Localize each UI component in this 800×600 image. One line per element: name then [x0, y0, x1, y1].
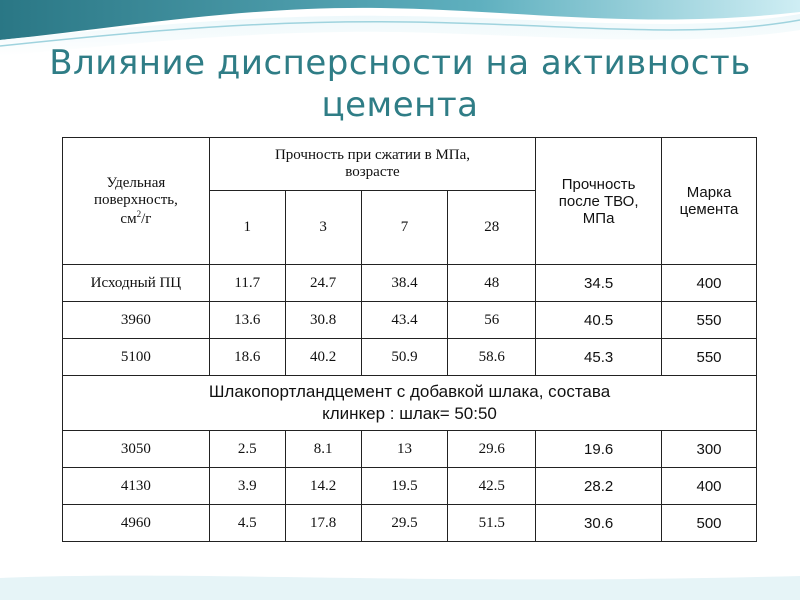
- cell-age-7: 13: [361, 431, 448, 468]
- header-grade-line-2: цемента: [679, 201, 739, 218]
- header-surface-line-2: поверхность,: [93, 191, 178, 208]
- cell-age-28: 29.6: [448, 431, 536, 468]
- unit-base: см: [120, 210, 137, 227]
- slide-title: [0, 42, 800, 126]
- table-row: [63, 431, 757, 468]
- table-row: [63, 468, 757, 505]
- cell-age-3: 40.2: [285, 339, 361, 376]
- slag-cement-group-header: [63, 376, 757, 431]
- cell-tvo: 19.6: [536, 431, 662, 468]
- header-grade-line-1: Марка: [686, 184, 732, 201]
- cell-age-7: 29.5: [361, 505, 448, 542]
- cell-surface: 4960: [63, 505, 210, 542]
- slide-title-line-1: Влияние дисперсности на активность: [49, 43, 751, 83]
- header-surface: [63, 138, 210, 265]
- cell-surface: 4130: [63, 468, 210, 505]
- cell-age-28: 48: [448, 265, 536, 302]
- header-age-28: 28: [448, 191, 536, 265]
- header-age-7: 7: [361, 191, 448, 265]
- table-row: [63, 505, 757, 542]
- header-surface-unit: [120, 208, 152, 227]
- table-row: [63, 265, 757, 302]
- cell-age-28: 51.5: [448, 505, 536, 542]
- cell-age-3: 14.2: [285, 468, 361, 505]
- header-cement-grade: [662, 138, 757, 265]
- unit-exponent: 2: [136, 208, 142, 219]
- cell-grade: 400: [662, 265, 757, 302]
- cell-age-28: 58.6: [448, 339, 536, 376]
- header-tvo-line-2: после ТВО,: [558, 192, 639, 210]
- cement-activity-table: [62, 137, 757, 542]
- group-header-line-1: Шлакопортландцемент с добавкой шлака, состава: [208, 382, 611, 401]
- cell-grade: 300: [662, 431, 757, 468]
- cell-age-3: 17.8: [285, 505, 361, 542]
- header-strength-line-2: возрасте: [345, 164, 400, 180]
- cell-age-3: 24.7: [285, 265, 361, 302]
- cell-age-1: 2.5: [209, 431, 285, 468]
- table-row: [63, 339, 757, 376]
- cell-tvo: 45.3: [536, 339, 662, 376]
- cell-grade: 500: [662, 505, 757, 542]
- cell-age-3: 30.8: [285, 302, 361, 339]
- cell-age-7: 50.9: [361, 339, 448, 376]
- cell-tvo: 34.5: [536, 265, 662, 302]
- cell-age-7: 43.4: [361, 302, 448, 339]
- header-tvo-line-1: Прочность: [561, 175, 636, 193]
- header-age-1: 1: [209, 191, 285, 265]
- unit-tail: /г: [141, 210, 152, 227]
- header-surface-line-1: Удельная: [106, 174, 166, 191]
- cell-age-1: 11.7: [209, 265, 285, 302]
- cell-age-1: 3.9: [209, 468, 285, 505]
- cell-grade: 550: [662, 302, 757, 339]
- cell-tvo: 28.2: [536, 468, 662, 505]
- cell-surface: Исходный ПЦ: [63, 265, 210, 302]
- header-strength-line-1: Прочность при сжатии в МПа,: [274, 147, 471, 163]
- header-strength-after-tvo: [536, 138, 662, 265]
- group-header-row: [63, 376, 757, 431]
- cell-age-7: 19.5: [361, 468, 448, 505]
- cell-grade: 550: [662, 339, 757, 376]
- header-age-3: 3: [285, 191, 361, 265]
- cell-surface: 3960: [63, 302, 210, 339]
- cell-age-1: 4.5: [209, 505, 285, 542]
- header-tvo-line-3: МПа: [582, 209, 615, 227]
- table-row: [63, 302, 757, 339]
- slide-title-line-2: цемента: [321, 85, 479, 125]
- cell-age-1: 18.6: [209, 339, 285, 376]
- header-row-top: [63, 138, 757, 191]
- bottom-wave: [0, 576, 800, 600]
- cell-grade: 400: [662, 468, 757, 505]
- cell-age-28: 42.5: [448, 468, 536, 505]
- cell-tvo: 30.6: [536, 505, 662, 542]
- cell-age-1: 13.6: [209, 302, 285, 339]
- cell-age-28: 56: [448, 302, 536, 339]
- cell-surface: 3050: [63, 431, 210, 468]
- cell-age-3: 8.1: [285, 431, 361, 468]
- cell-age-7: 38.4: [361, 265, 448, 302]
- cell-surface: 5100: [63, 339, 210, 376]
- cell-tvo: 40.5: [536, 302, 662, 339]
- group-header-line-2: клинкер : шлак= 50:50: [322, 404, 497, 423]
- header-compressive-strength: [209, 138, 535, 191]
